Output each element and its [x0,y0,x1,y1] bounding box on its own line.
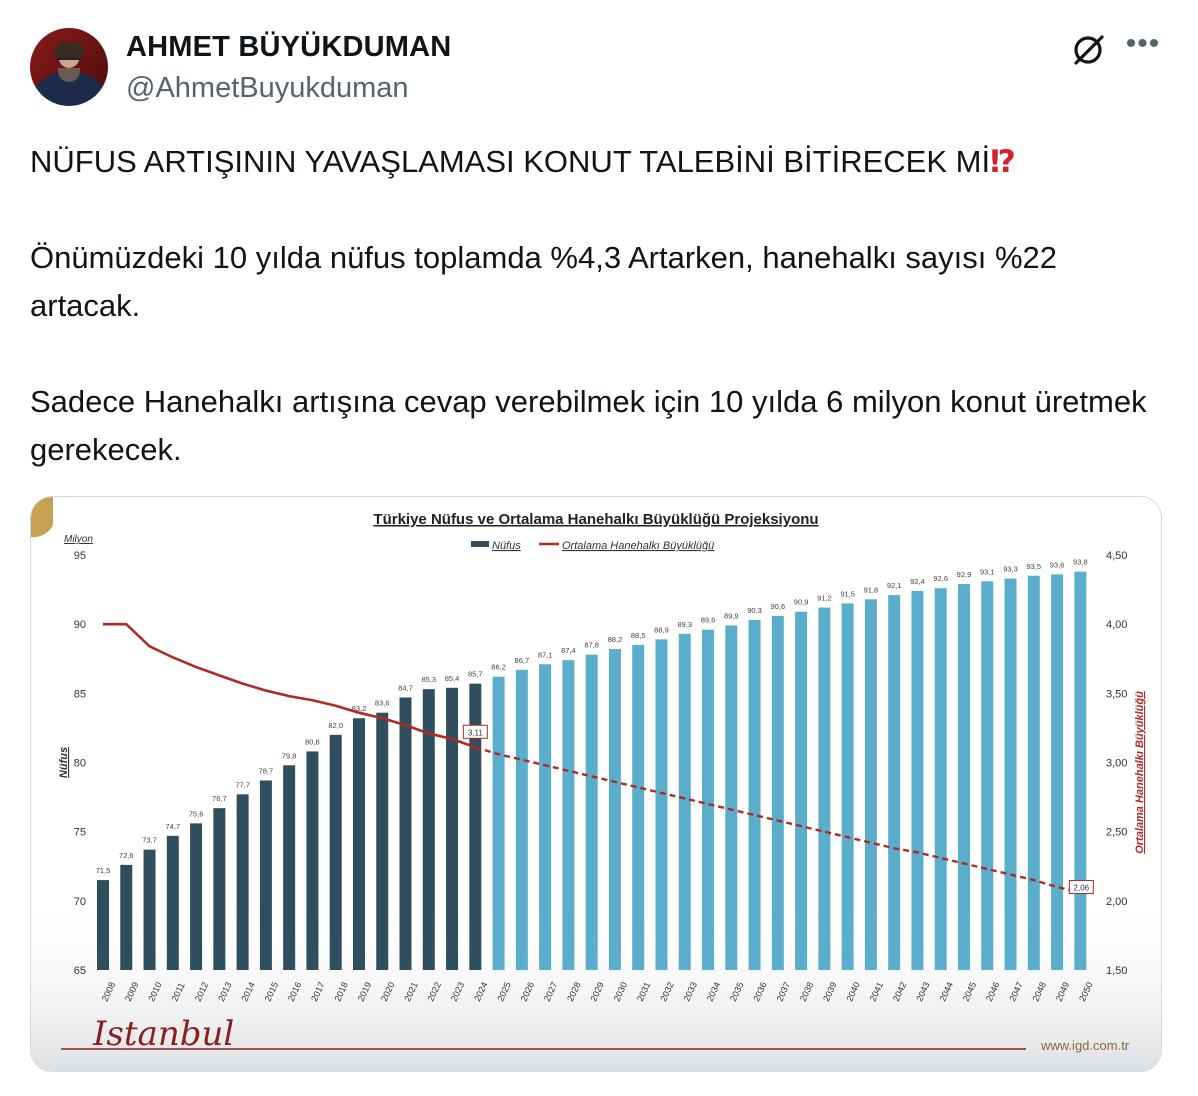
left-tick-label: 75 [73,826,86,839]
left-tick-label: 95 [73,550,86,562]
right-tick-label: 2,00 [1106,895,1128,908]
population-bar [97,880,109,970]
year-tick-label: 2016 [285,980,304,1003]
year-tick-label: 2042 [890,980,909,1003]
year-tick-label: 2011 [169,981,187,1003]
population-value-label: 74,7 [165,821,181,831]
author-avatar[interactable] [30,28,108,106]
left-tick-label: 70 [73,895,86,908]
left-tick-label: 80 [73,757,86,770]
population-value-label: 88,9 [654,625,669,635]
left-tick-label: 85 [73,688,86,701]
population-bar [400,697,412,970]
population-value-label: 93,6 [1049,560,1065,570]
population-bar [958,584,970,970]
year-tick-label: 2041 [867,980,886,1003]
population-value-label: 92,6 [933,574,949,584]
year-tick-label: 2008 [99,980,118,1003]
year-tick-label: 2017 [309,980,327,1003]
population-bar [306,751,318,970]
population-value-label: 78,7 [258,766,274,776]
population-value-label: 90,3 [747,606,762,616]
population-chart [31,497,1161,1071]
year-tick-label: 2012 [192,980,211,1003]
right-tick-label: 4,00 [1106,619,1128,632]
tweet-line-1-text: NÜFUS ARTIŞININ YAVAŞLAMASI KONUT TALEBİNİ BİTİRECEK Mİ [30,144,991,179]
population-bar [632,645,644,970]
population-bar [330,735,342,970]
population-bar [283,765,295,970]
istanbul-logo: Istanbul [93,1014,235,1054]
year-tick-label: 2014 [239,980,257,1003]
left-axis-label: Nüfus [58,746,70,779]
population-value-label: 90,6 [770,601,786,611]
year-tick-label: 2013 [216,980,234,1003]
left-axis-unit: Milyon [64,534,93,545]
source-label: www.igd.com.tr [1041,1038,1130,1053]
population-bar [935,588,947,970]
population-bar [353,718,365,970]
year-tick-label: 2047 [1007,980,1025,1003]
population-value-label: 86,2 [491,662,506,672]
population-bar [190,823,202,970]
population-value-label: 82,0 [328,720,344,730]
year-tick-label: 2030 [611,980,630,1003]
population-bar [842,603,854,970]
population-bar [213,808,225,970]
population-bar [539,664,551,970]
population-bar [725,626,737,970]
year-tick-label: 2035 [728,980,746,1003]
right-tick-label: 2,50 [1106,826,1128,839]
left-tick-label: 65 [73,965,86,977]
population-value-label: 83,2 [351,704,367,714]
population-value-label: 85,7 [468,669,483,679]
population-value-label: 93,1 [979,567,995,577]
population-bar [795,612,807,970]
year-tick-label: 2027 [541,980,560,1003]
population-value-label: 80,8 [305,737,320,747]
year-tick-label: 2046 [984,980,1002,1003]
right-tick-label: 3,50 [1106,688,1128,701]
year-tick-label: 2019 [355,980,374,1003]
avatar-glasses [56,58,83,66]
population-value-label: 85,4 [444,673,460,683]
population-value-label: 87,4 [561,646,576,656]
year-tick-label: 2037 [774,980,793,1003]
population-bar [493,677,505,970]
year-tick-label: 2010 [146,980,164,1003]
population-value-label: 91,2 [817,593,832,603]
population-value-label: 85,3 [421,675,437,685]
year-tick-label: 2043 [914,980,932,1003]
population-bar [911,591,923,970]
year-tick-label: 2026 [518,980,537,1003]
population-value-label: 92,1 [886,581,902,591]
population-bar [1074,572,1086,970]
population-bar [120,865,132,970]
population-value-label: 79,8 [281,751,297,761]
population-bar [772,616,784,970]
year-tick-label: 2039 [821,980,839,1003]
population-value-label: 86,7 [514,655,530,665]
population-value-label: 92,4 [910,576,925,586]
population-bar [749,620,761,970]
population-bar [1005,579,1017,970]
right-axis-label: Ortalama Hanehalkı Büyüklüğü [1134,691,1146,854]
population-bar [376,713,388,970]
population-value-label: 91,5 [840,589,855,599]
right-tick-label: 1,50 [1106,965,1128,977]
exclamation-question-emoji-icon: ⁉ [990,144,1016,179]
population-bar [865,599,877,970]
year-tick-label: 2048 [1030,980,1049,1003]
population-bar [237,794,249,970]
population-value-label: 75,6 [188,809,204,819]
grok-icon[interactable] [1070,30,1108,68]
year-tick-label: 2034 [704,980,723,1003]
year-tick-label: 2038 [797,980,816,1003]
population-value-label: 84,7 [398,683,413,693]
year-tick-label: 2021 [402,980,420,1003]
population-value-label: 93,8 [1073,557,1088,567]
more-icon[interactable]: ••• [1125,27,1161,60]
population-bar [586,655,598,970]
year-tick-label: 2025 [495,980,513,1003]
right-tick-label: 4,50 [1106,550,1128,562]
chart-title: Türkiye Nüfus ve Ortalama Hanehalkı Büyüklüğü Projeksiyonu [373,511,819,528]
population-bar [516,670,528,970]
population-bar [679,634,691,970]
tweet-text [30,138,1170,474]
population-value-label: 77,7 [235,780,250,790]
population-value-label: 73,7 [142,835,157,845]
year-tick-label: 2032 [658,980,676,1003]
tweet-line-3: Sadece Hanehalkı artışına cevap verebilmek için 10 yılda 6 milyon konut üretmek gerekecek. [30,384,1147,467]
population-value-label: 93,3 [1003,564,1018,574]
year-tick-label: 2033 [681,980,700,1003]
population-bar [260,780,272,970]
population-value-label: 71,5 [95,866,111,876]
population-value-label: 83,6 [374,698,390,708]
year-tick-label: 2045 [960,980,979,1003]
legend-label-population: Nüfus [492,540,521,552]
avatar-beard [58,68,80,82]
population-bar [1028,576,1040,970]
year-tick-label: 2023 [448,980,467,1003]
population-bar [167,836,179,970]
legend-label-household: Ortalama Hanehalkı Büyüklüğü [562,540,715,552]
population-value-label: 89,9 [723,611,739,621]
tweet-line-1 [30,138,1170,186]
year-tick-label: 2050 [1077,980,1095,1003]
year-tick-label: 2022 [425,980,444,1003]
population-value-label: 88,2 [607,635,623,645]
population-value-label: 92,9 [956,570,972,580]
author-name[interactable]: AHMET BÜYÜKDUMAN [126,31,452,63]
population-bar [702,630,714,970]
population-bar [609,649,621,970]
tweet-media-chart[interactable] [30,496,1162,1072]
year-tick-label: 2024 [472,980,490,1003]
year-tick-label: 2044 [937,980,955,1003]
right-tick-label: 3,00 [1106,757,1128,770]
population-bar [446,688,458,970]
population-value-label: 88,5 [630,630,646,640]
year-tick-label: 2015 [262,980,281,1003]
avatar-hair [54,42,84,58]
year-tick-label: 2036 [751,980,769,1003]
population-bar [818,608,830,970]
population-value-label: 89,3 [677,619,693,629]
year-tick-label: 2028 [565,980,583,1003]
population-value-label: 93,5 [1026,561,1042,571]
population-bar [1051,574,1063,970]
year-tick-label: 2009 [123,980,141,1003]
population-bar [981,581,993,970]
left-tick-label: 90 [73,619,86,632]
callout-value-2024: 3,11 [467,728,483,738]
population-value-label: 72,6 [118,850,134,860]
year-tick-label: 2049 [1053,980,1072,1003]
population-bar [655,639,667,970]
year-tick-label: 2018 [332,980,350,1003]
author-handle[interactable]: @AhmetBuyukduman [126,72,409,104]
population-value-label: 90,9 [793,597,809,607]
population-bar [562,660,574,970]
population-value-label: 76,7 [212,794,227,804]
population-value-label: 87,8 [584,640,599,650]
year-tick-label: 2029 [588,980,606,1003]
population-bar [888,595,900,970]
population-value-label: 89,6 [700,615,716,625]
year-tick-label: 2031 [634,980,653,1003]
population-bar [144,850,156,970]
callout-value-2050: 2,06 [1073,883,1090,893]
population-value-label: 91,8 [863,585,879,595]
tweet-line-2: Önümüzdeki 10 yılda nüfus toplamda %4,3 Artarken, hanehalkı sayısı %22 artacak. [30,240,1058,323]
year-tick-label: 2020 [378,980,397,1003]
legend-swatch-population [471,541,489,547]
year-tick-label: 2040 [844,980,862,1003]
population-value-label: 87,1 [537,650,553,660]
